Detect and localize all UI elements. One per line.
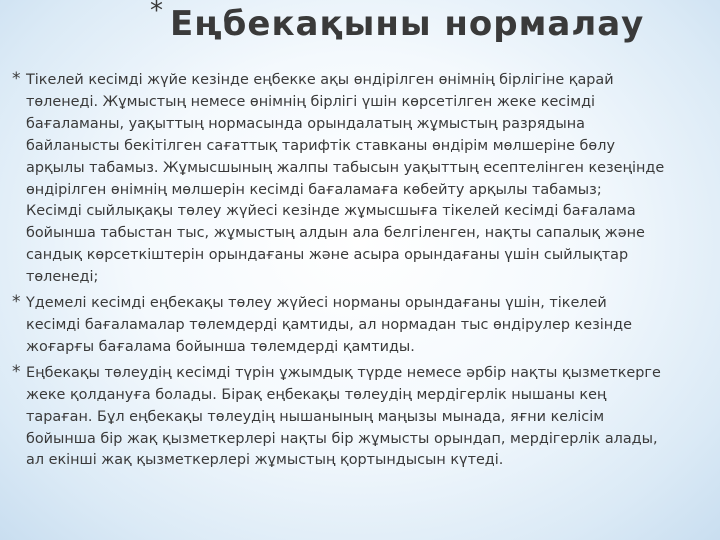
slide-title: Еңбекақыны нормалау xyxy=(170,4,645,44)
bullet-item-2 xyxy=(12,293,712,359)
bullet-star: * xyxy=(12,292,21,313)
title-bullet-star: * xyxy=(150,0,163,26)
bullet-text: Тікелей кесімді жүйе кезінде еңбекке ақы өндірілген өнімнің бірлігіне қарай төленеді. Жұмыстың немесе өнімнің бірлігі үшін көрсетілген жеке кесімді бағаламаны, уақыттың нормасында орындалатың жұмыстың разрядына байланысты бекітілген сағаттық тарифтік ставканы өндірім мөлшеріне бөлу арқылы табамыз. Жұмысшының жалпы табысын уақыттың есептелінген кезеңінде өндірілген өнімнің мөлшерін кесімді бағаламаға көбейту арқылы табамыз; Кесімді сыйлықақы төлеу жүйесі кезінде жұмысшыға тікелей кесімді бағалама бойынша табыстан тыс, жұмыстың алдын ала белгіленген, нақты сапалық және сандық көрсеткіштерін орындағаны және асыра орындағаны үшін сыйлықтар төленеді; xyxy=(26,72,665,286)
bullet-item-3 xyxy=(12,363,712,473)
bullet-text: Үдемелі кесімді еңбекақы төлеу жүйесі норманы орындағаны үшін, тікелей кесімді бағаламалар төлемдерді қамтиды, ал нормадан тыс өндірулер кезінде жоғарғы бағалама бойынша төлемдерді қамтиды. xyxy=(26,295,632,355)
bullet-star: * xyxy=(12,361,21,382)
bullet-star: * xyxy=(12,69,21,89)
slide-content xyxy=(12,70,712,476)
title-area xyxy=(0,2,720,46)
bullet-text: Еңбекақы төлеудің кесімді түрін ұжымдық түрде немесе әрбір нақты қызметкерге жеке қолдануға болады. Бірақ еңбекақы төлеудің мердігерлік нышаны кең тараған. Бұл еңбекақы төлеудің нышанының маңызы мынада, яғни келісім бойынша бір жақ қызметкерлері нақты бір жұмысты орындап, мердігерлік алады, ал екінші жақ қызметкерлері жұмыстың қортындысын күтеді. xyxy=(26,364,661,469)
bullet-item-1 xyxy=(12,70,712,289)
